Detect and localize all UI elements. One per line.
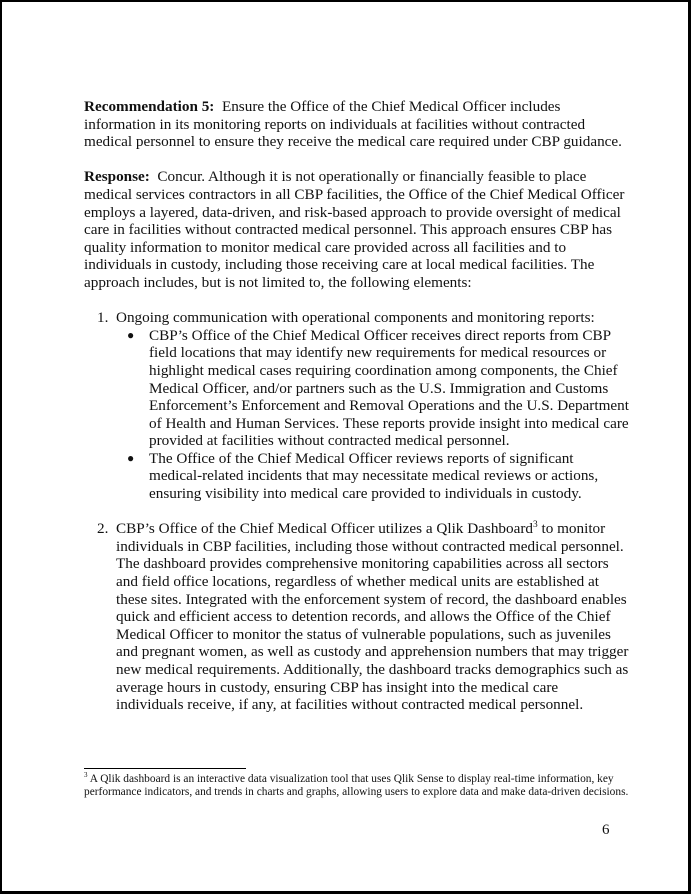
recommendation-text: Ensure the Office of the Chief Medical Officer includes information in its monitoring reports on individuals at facilities without contracted medical personnel to ensure they receive the medical care required under CBP guidance. [84, 98, 622, 151]
bullet-item [116, 327, 629, 450]
element-number: 2. [97, 520, 109, 538]
footnote-reference[interactable]: 3 [533, 520, 538, 531]
footnote-marker: 3 [84, 771, 88, 780]
response-label: Response: [84, 168, 150, 186]
bullet-icon: ● [127, 327, 135, 342]
footnote [84, 773, 629, 800]
element-bullets [116, 327, 629, 503]
bullet-text: CBP’s Office of the Chief Medical Officer receives direct reports from CBP field locations that may identify new requirements for medical resources or highlight medical cases requiring coordination among components, the Chief Medical Officer, and/or partners such as the U.S. Immigration and Customs Enforcement’s Enforcement and Removal Operations and the U.S. Department of Health and Human Services. These reports provide insight into medical care provided at facilities without contracted medical personnel. [149, 326, 629, 450]
element-item-1 [84, 309, 629, 503]
elements-list [84, 309, 629, 714]
element-number: 1. [97, 309, 109, 327]
recommendation-label: Recommendation 5: [84, 98, 215, 115]
bullet-text: The Office of the Chief Medical Officer reviews reports of significant medical-related incidents that may necessitate medical reviews or actions, ensuring visibility into medical care provided to individuals in custody. [149, 449, 599, 503]
element-text: CBP’s Office of the Chief Medical Officer utilizes a Qlik Dashboard [116, 520, 533, 538]
footnote-separator [84, 768, 246, 769]
bullet-item [116, 450, 629, 503]
element-text: Ongoing communication with operational components and monitoring reports: [116, 309, 595, 327]
body-text [84, 98, 629, 731]
bullet-icon: ● [127, 450, 135, 465]
recommendation-paragraph [84, 98, 629, 151]
element-item-2 [84, 520, 629, 714]
footnote-text: A Qlik dashboard is an interactive data visualization tool that uses Qlik Sense to display real-time information, key performance indicators, and trends in charts and graphs, allowing users to explore data and make data-driven decisions. [84, 773, 629, 799]
page-number: 6 [602, 822, 610, 838]
response-paragraph [84, 168, 629, 291]
response-text: Concur. Although it is not operationally or financially feasible to place medical services contractors in all CBP facilities, the Office of the Chief Medical Officer employs a layered, data-driven, and risk-based approach to provide oversight of medical care in facilities without contracted medical personnel. This approach ensures CBP has quality information to monitor medical care provided across all facilities and to individuals in custody, including those receiving care at local medical facilities. The approach includes, but is not limited to, the following elements: [84, 168, 625, 291]
element-text-continued: to monitor individuals in CBP facilities, including those without contracted medical personnel. The dashboard provides comprehensive monitoring capabilities across all sectors and field office locations, regardless of whether medical units are established at these sites. Integrated with the enforcement system of record, the dashboard enables quick and efficient access to detention records, and allows the Office of the Chief Medical Officer to monitor the status of vulnerable populations, such as juveniles and pregnant women, as well as custody and apprehension numbers that may trigger new medical requirements. Additionally, the dashboard tracks demographics such as average hours in custody, ensuring CBP has insight into the medical care individuals receive, if any, at facilities without contracted medical personnel. [116, 520, 629, 714]
